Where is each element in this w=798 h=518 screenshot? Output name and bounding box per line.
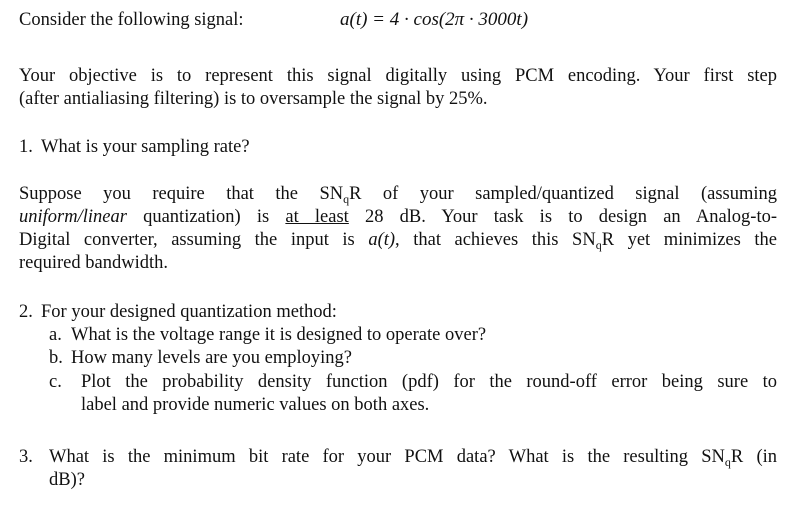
question-2b-text: How many levels are you employing? — [71, 348, 353, 368]
question-2a-label: a. — [49, 325, 62, 345]
question-2a — [49, 324, 486, 346]
requirement-line-4: required bandwidth. — [19, 253, 168, 273]
requirement-line-2 — [19, 206, 777, 228]
question-2 — [19, 301, 337, 323]
objective-line-1: Your objective is to represent this signal digitally using PCM encoding. Your first step — [19, 66, 777, 86]
question-2c-line-2: label and provide numeric values on both axes. — [81, 395, 430, 415]
question-2-text: For your designed quantization method: — [41, 302, 337, 322]
signal-equation: a(t) = 4 · cos(2π · 3000t) — [340, 9, 529, 30]
question-2b — [49, 347, 352, 369]
snqr-subscript: q — [343, 192, 350, 206]
question-1-number: 1. — [19, 137, 33, 157]
requirement-text-c: quantization) is — [126, 207, 286, 227]
question-2c-line-1: Plot the probability density function (pdf) for the round-off error being sure to — [81, 372, 777, 392]
question-1 — [19, 136, 250, 158]
requirement-text-d: 28 dB. Your task is to design an Analog-to- — [348, 207, 778, 227]
objective-line-2: (after antialiasing filtering) is to oversample the signal by 25%. — [19, 89, 488, 109]
requirement-line-1 — [19, 183, 777, 205]
question-3-number: 3. — [19, 447, 33, 467]
question-2a-text: What is the voltage range it is designed to operate over? — [71, 325, 487, 345]
requirement-text-b: R of your sampled/quantized signal (assuming — [349, 184, 777, 204]
snqr-subscript-3: q — [724, 455, 731, 469]
snqr-subscript-2: q — [595, 238, 602, 252]
question-2b-label: b. — [49, 348, 63, 368]
at-least-text: at least — [285, 207, 349, 227]
uniform-linear-text: uniform/linear — [19, 207, 127, 227]
question-3-line-1 — [49, 446, 777, 468]
question-1-text: What is your sampling rate? — [41, 137, 250, 157]
question-3-text-a: What is the minimum bit rate for your PCM data? What is the resulting SN — [49, 447, 725, 467]
question-2c-label: c. — [49, 372, 62, 392]
question-3-line-2: dB)? — [49, 470, 85, 490]
question-3 — [19, 446, 41, 468]
requirement-text-g: R yet minimizes the — [601, 230, 777, 250]
requirement-text-e: Digital converter, assuming the input is — [19, 230, 369, 250]
requirement-text-f: , that achieves this SN — [395, 230, 596, 250]
intro-text: Consider the following signal: — [19, 10, 244, 30]
question-2-number: 2. — [19, 302, 33, 322]
signal-symbol: a(t) — [368, 230, 396, 250]
requirement-line-3 — [19, 229, 777, 251]
question-2c — [49, 371, 71, 393]
question-3-text-b: R (in — [730, 447, 777, 467]
requirement-text-a: Suppose you require that the SN — [19, 184, 344, 204]
